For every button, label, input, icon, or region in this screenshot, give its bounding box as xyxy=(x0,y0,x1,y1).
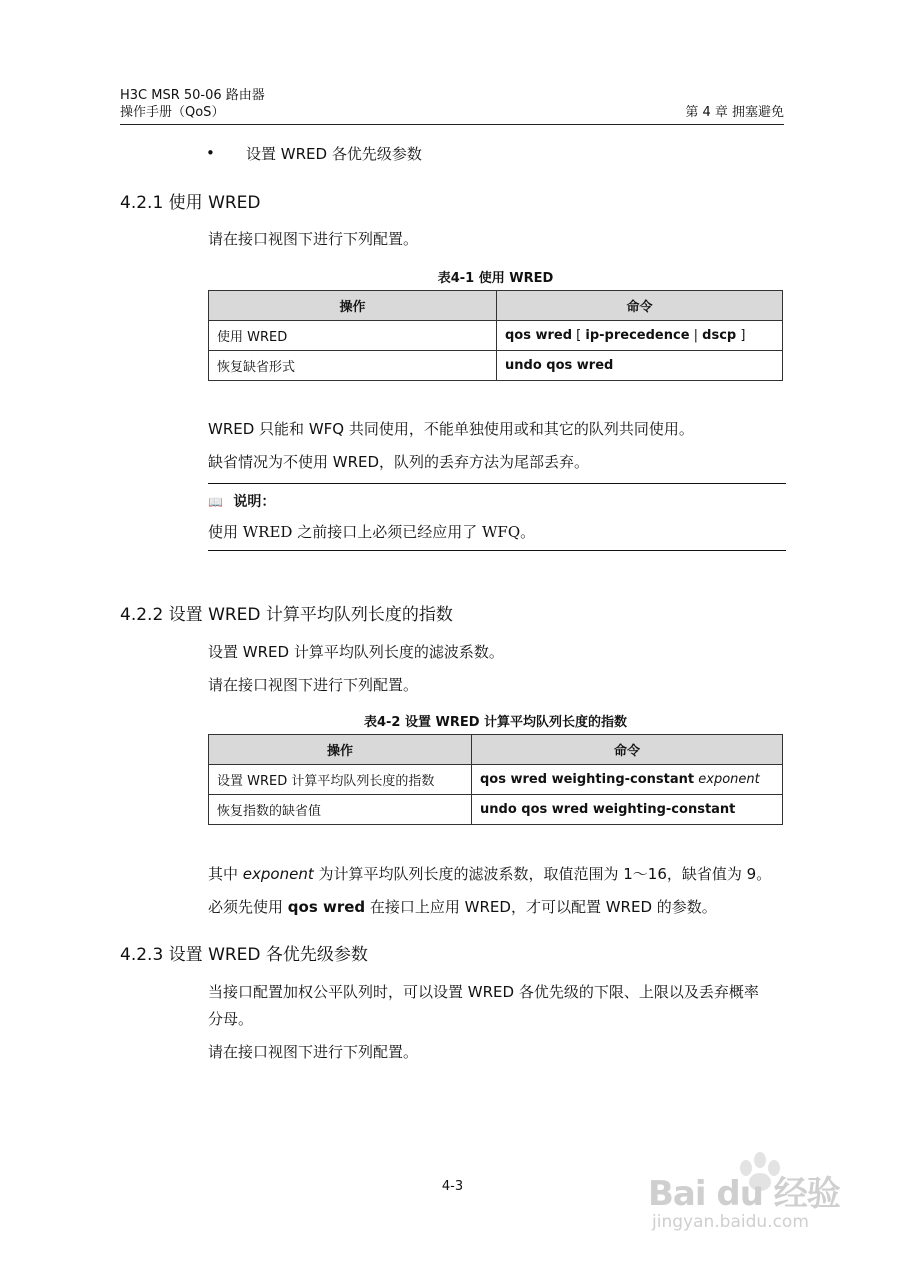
cmd-bracket: [ xyxy=(572,328,586,343)
sec1-paragraph-1: WRED 只能和 WFQ 共同使用，不能单独使用或和其它的队列共同使用。 xyxy=(208,420,694,438)
bullet-text: 设置 WRED 各优先级参数 xyxy=(246,145,422,163)
table-cell-cmd xyxy=(472,765,783,795)
page-number: 4-3 xyxy=(441,1179,464,1194)
text-run: 在接口上应用 WRED，才可以配置 WRED 的参数。 xyxy=(365,898,717,916)
cmd-keyword: qos wred weighting-constant xyxy=(480,772,695,787)
header-manual: 操作手册（QoS） xyxy=(120,105,225,120)
table-cell-op: 使用 WRED xyxy=(209,321,497,351)
cmd-option: ip-precedence xyxy=(585,328,690,343)
sec1-paragraph-2: 缺省情况为不使用 WRED，队列的丢弃方法为尾部丢弃。 xyxy=(208,453,590,471)
table-4-1-header-cmd: 命令 xyxy=(497,291,783,321)
table-4-2 xyxy=(208,734,783,825)
sec2-paragraph-2: 请在接口视图下进行下列配置。 xyxy=(208,676,419,694)
header-product: H3C MSR 50-06 路由器 xyxy=(120,88,265,103)
cmd-option: dscp xyxy=(702,328,737,343)
table-row xyxy=(209,321,783,351)
sec2-paragraph-4 xyxy=(208,896,717,918)
command-qos-wred: qos wred xyxy=(287,898,366,916)
table-4-1-header-op: 操作 xyxy=(209,291,497,321)
book-icon: 📖 xyxy=(208,495,223,509)
baidu-watermark xyxy=(648,1148,848,1248)
table-4-2-caption: 表4-2 设置 WRED 计算平均队列长度的指数 xyxy=(363,715,628,730)
note-label xyxy=(208,491,275,511)
table-cell-op: 恢复指数的缺省值 xyxy=(209,795,472,825)
sec3-paragraph-1-line-2: 分母。 xyxy=(208,1010,254,1028)
sec3-paragraph-1-line-1: 当接口配置加权公平队列时，可以设置 WRED 各优先级的下限、上限以及丢弃概率 xyxy=(208,983,759,1001)
bullet-dot: • xyxy=(206,144,215,162)
argument-exponent: exponent xyxy=(242,865,314,883)
watermark-url: jingyan.baidu.com xyxy=(652,1212,809,1232)
header-divider xyxy=(120,124,784,125)
cmd-bracket: ] xyxy=(736,328,746,343)
table-row xyxy=(209,765,783,795)
watermark-logo: Bai du 经验 xyxy=(648,1174,840,1214)
text-run: 其中 xyxy=(208,865,243,883)
sec2-paragraph-3 xyxy=(208,863,771,885)
sec2-paragraph-1: 设置 WRED 计算平均队列长度的滤波系数。 xyxy=(208,643,504,661)
table-4-1-caption: 表4-1 使用 WRED xyxy=(437,271,554,286)
table-4-2-header-op: 操作 xyxy=(209,735,472,765)
note-top-rule xyxy=(208,483,786,484)
table-cell-op: 设置 WRED 计算平均队列长度的指数 xyxy=(209,765,472,795)
text-run: 为计算平均队列长度的滤波系数，取值范围为 1～16，缺省值为 9。 xyxy=(313,865,772,883)
table-cell-cmd: undo qos wred xyxy=(497,351,783,381)
cmd-pipe: | xyxy=(689,328,703,343)
cmd-keyword: qos wred xyxy=(505,328,573,343)
sec3-paragraph-2: 请在接口视图下进行下列配置。 xyxy=(208,1043,419,1061)
sec1-intro: 请在接口视图下进行下列配置。 xyxy=(208,230,419,248)
note-text: 使用 WRED 之前接口上必须已经应用了 WFQ。 xyxy=(208,523,536,541)
header-chapter: 第 4 章 拥塞避免 xyxy=(685,105,784,120)
note-title: 说明： xyxy=(233,494,276,510)
note-bottom-rule xyxy=(208,550,786,551)
table-4-1 xyxy=(208,290,783,381)
table-row xyxy=(209,351,783,381)
table-cell-cmd: undo qos wred weighting-constant xyxy=(472,795,783,825)
table-cell-cmd xyxy=(497,321,783,351)
text-run: 必须先使用 xyxy=(208,898,288,916)
section-heading-4-2-1: 4.2.1 使用 WRED xyxy=(120,193,261,213)
section-heading-4-2-2: 4.2.2 设置 WRED 计算平均队列长度的指数 xyxy=(120,605,453,625)
section-heading-4-2-3: 4.2.3 设置 WRED 各优先级参数 xyxy=(120,945,368,965)
table-row xyxy=(209,795,783,825)
table-4-2-header-cmd: 命令 xyxy=(472,735,783,765)
cmd-argument: exponent xyxy=(698,772,760,787)
table-cell-op: 恢复缺省形式 xyxy=(209,351,497,381)
